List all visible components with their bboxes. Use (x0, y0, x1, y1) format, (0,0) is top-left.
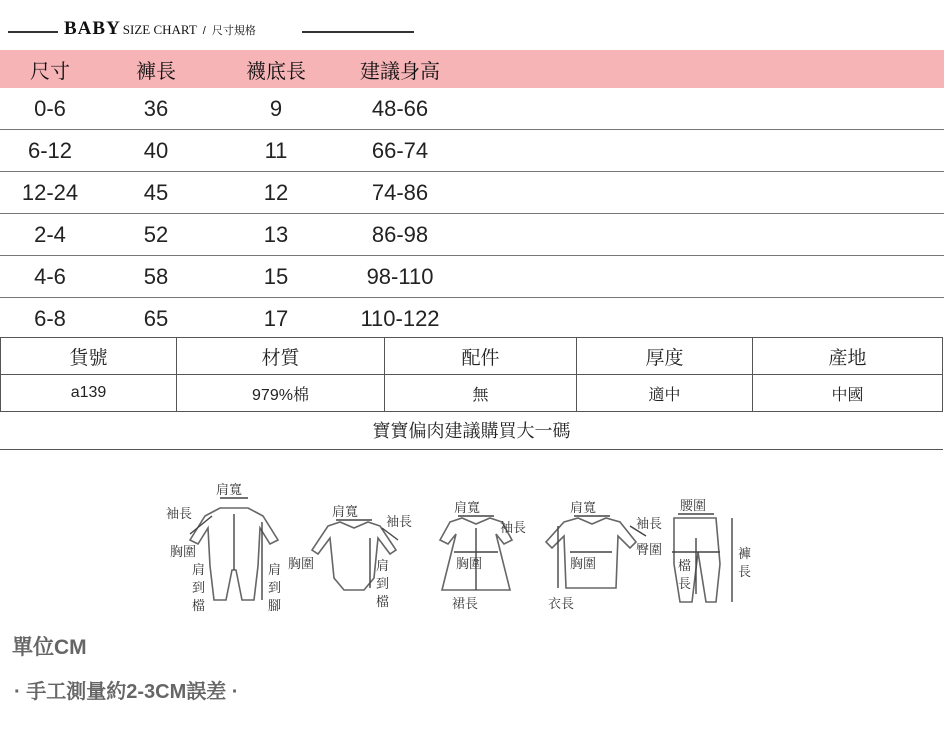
sock-length-cell: 9 (212, 88, 340, 130)
pants-length-label-1: 褲 (738, 547, 752, 562)
top-length-label: 衣長 (548, 597, 575, 612)
blank-cell (460, 88, 944, 130)
sock-length-cell: 13 (212, 214, 340, 256)
sock-length-cell: 11 (212, 130, 340, 172)
unit-label: 單位CM (12, 636, 87, 659)
romper-diagram (166, 483, 281, 614)
size-cell: 6-12 (0, 130, 100, 172)
pants-crotch-label-1: 檔 (678, 559, 692, 574)
pants-sleeve-label: 袖長 (636, 517, 663, 532)
height-cell: 74-86 (340, 172, 460, 214)
info-header-thickness: 厚度 (577, 338, 753, 375)
romper-shoulder-crotch-2: 到 (192, 581, 206, 596)
pants-length-cell: 40 (100, 130, 212, 172)
romper-chest-label: 胸圍 (170, 545, 197, 560)
pants-length-cell: 58 (100, 256, 212, 298)
bodysuit-shoulder-crotch-2: 到 (376, 577, 390, 592)
bodysuit-shoulder-label: 肩寬 (332, 505, 359, 520)
col-header-sock-length: 襪底長 (212, 50, 340, 88)
size-cell: 0-6 (0, 88, 100, 130)
height-cell: 98-110 (340, 256, 460, 298)
table-row (0, 298, 944, 340)
bodysuit-shoulder-crotch-1: 肩 (376, 559, 390, 574)
blank-cell (460, 256, 944, 298)
top-sleeve-label: 袖長 (500, 521, 527, 536)
info-material: 979%棉 (177, 375, 385, 412)
pants-length-label-2: 長 (738, 565, 752, 580)
size-cell: 2-4 (0, 214, 100, 256)
pants-length-cell: 52 (100, 214, 212, 256)
header-line-left (8, 31, 58, 33)
info-header-accessories: 配件 (385, 338, 577, 375)
bodysuit-chest-label: 胸圍 (288, 557, 315, 572)
header-line-right (302, 31, 414, 33)
info-header-item-no: 貨號 (1, 338, 177, 375)
top-diagram (500, 501, 646, 612)
info-header-row (1, 338, 943, 375)
dress-shoulder-label: 肩寬 (454, 501, 481, 516)
pants-diagram (636, 499, 751, 602)
romper-sleeve-label: 袖長 (166, 507, 193, 522)
sock-length-cell: 17 (263, 305, 289, 331)
col-header-blank (460, 50, 944, 88)
table-row (0, 88, 944, 130)
romper-shoulder-crotch-1: 肩 (192, 563, 206, 578)
dress-chest-label: 胸圍 (456, 557, 483, 572)
romper-shoulder-foot-3: 腳 (268, 599, 282, 614)
bodysuit-diagram (288, 505, 412, 610)
sock-length-cell: 12 (212, 172, 340, 214)
bodysuit-sleeve-label: 袖長 (386, 515, 413, 530)
blank-cell (460, 298, 944, 340)
table-row (0, 214, 944, 256)
table-row (0, 256, 944, 298)
blank-cell (460, 130, 944, 172)
info-value-row (1, 375, 943, 412)
height-cell: 48-66 (340, 88, 460, 130)
info-header-material: 材質 (177, 338, 385, 375)
top-chest-label: 胸圍 (570, 557, 597, 572)
table-row (0, 130, 944, 172)
pants-waist-label: 腰圍 (680, 499, 707, 514)
info-header-origin: 產地 (753, 338, 943, 375)
romper-shoulder-crotch-3: 檔 (192, 599, 206, 614)
col-header-height: 建議身高 (340, 50, 460, 88)
size-advice-note: 寶寶偏肉建議購買大一碼 (0, 413, 943, 450)
brand-title: BABY (64, 18, 121, 39)
product-info-table (0, 337, 943, 412)
bodysuit-shoulder-crotch-3: 檔 (376, 595, 390, 610)
measurement-diagrams (160, 478, 760, 628)
size-cell: 12-24 (0, 172, 100, 214)
info-accessories: 無 (385, 375, 577, 412)
table-row (0, 172, 944, 214)
dress-diagram (440, 501, 512, 612)
pants-length-cell: 36 (100, 88, 212, 130)
romper-shoulder-foot-2: 到 (268, 581, 282, 596)
col-header-pants-length: 褲長 (100, 50, 212, 88)
col-header-size: 尺寸 (0, 50, 100, 88)
cn-title: 尺寸規格 (211, 25, 256, 37)
size-chart-header (0, 18, 944, 46)
tolerance-note: · 手工測量約2-3CM誤差 · (14, 681, 239, 703)
pants-length-cell: 45 (100, 172, 212, 214)
top-shoulder-label: 肩寬 (570, 501, 597, 516)
romper-shoulder-label: 肩寬 (216, 483, 243, 498)
romper-shoulder-foot-1: 肩 (268, 563, 282, 578)
height-cell: 110-122 (360, 305, 440, 331)
blank-cell (460, 172, 944, 214)
pants-crotch-label-2: 長 (678, 577, 692, 592)
size-table (0, 50, 944, 339)
pants-length-cell: 65 (143, 305, 169, 331)
size-chart-subtitle: SIZE CHART (122, 22, 197, 37)
pants-hip-label: 臀圍 (636, 543, 663, 558)
title-separator: / (202, 25, 206, 37)
info-origin: 中國 (753, 375, 943, 412)
size-table-header (0, 50, 944, 88)
blank-cell (460, 214, 944, 256)
sock-length-cell: 15 (212, 256, 340, 298)
height-cell: 66-74 (340, 130, 460, 172)
dress-skirt-label: 裙長 (452, 597, 479, 612)
size-cell: 6-8 (34, 305, 66, 331)
info-item-no: a139 (1, 375, 177, 412)
size-cell: 4-6 (0, 256, 100, 298)
height-cell: 86-98 (340, 214, 460, 256)
info-thickness: 適中 (577, 375, 753, 412)
header-title (64, 18, 256, 40)
